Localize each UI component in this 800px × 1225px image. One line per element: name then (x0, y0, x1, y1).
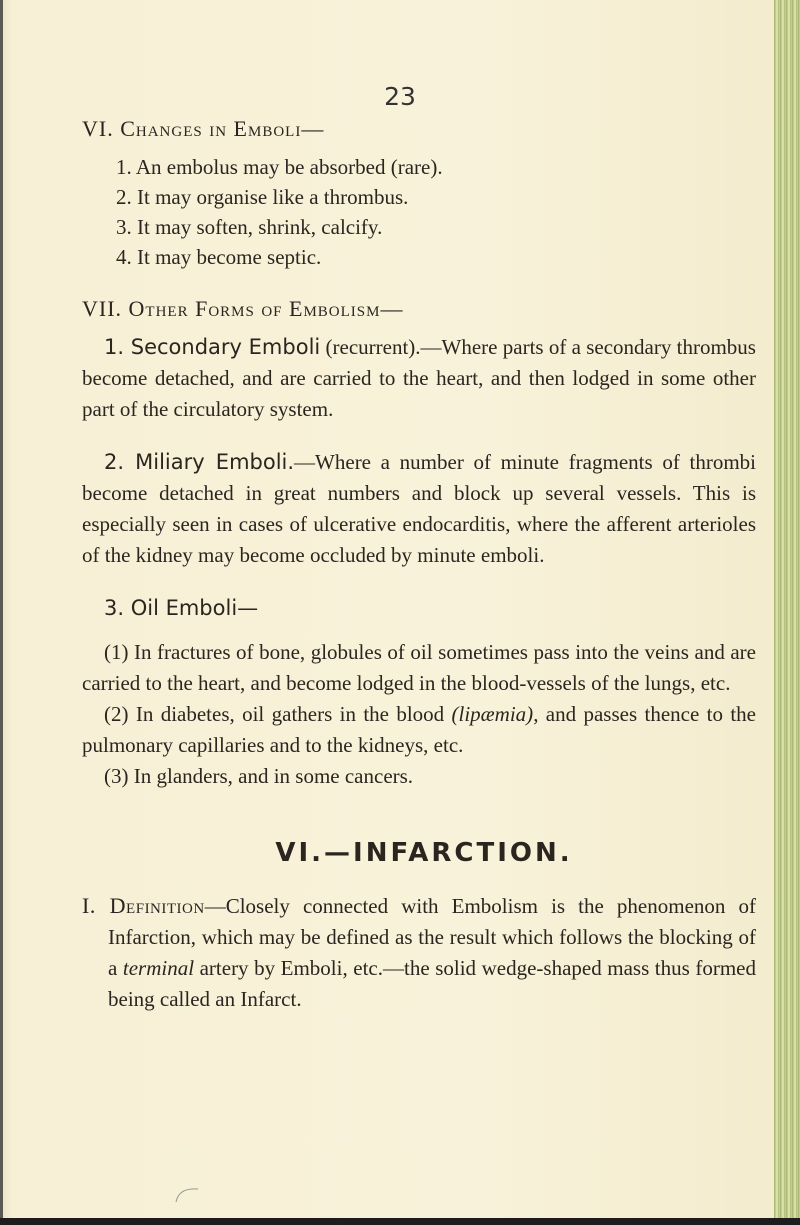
infarction-heading: VI.—INFARCTION. (275, 838, 573, 868)
terminal-term: terminal (122, 956, 195, 980)
page-number: 23 (384, 82, 416, 111)
page-content (82, 114, 756, 1015)
secondary-emboli-paragraph (82, 332, 756, 425)
definition-text-rest: artery by Emboli, etc.—the solid wedge-shaped mass thus formed being called an Infarct. (108, 956, 756, 1011)
oil-emboli-point-2-rest: , and passes thence to the pulmonary capillaries and to the kidneys, etc. (82, 702, 756, 757)
secondary-emboli-title: 1. Secondary Emboli (104, 335, 321, 359)
page-right-edge (774, 0, 800, 1225)
secondary-emboli-body: (recurrent).—Where parts of a secondary thrombus become detached, and are carried to the heart, and then lodged in some other part of the circulatory system. (82, 335, 756, 421)
miliary-emboli-paragraph (82, 447, 756, 571)
list-item: 4. It may become septic. (116, 245, 322, 269)
stray-ink-mark (172, 1184, 212, 1204)
oil-emboli-title-line (82, 593, 756, 624)
oil-emboli-point-2 (82, 699, 756, 761)
oil-emboli-point-3: (3) In glanders, and in some cancers. (104, 764, 414, 788)
oil-emboli-point-2-text: (2) In diabetes, oil gathers in the blood (104, 702, 452, 726)
definition-text: —Closely connected with Embolism is the phenomenon of Infarction, which may be defined as the result which follows the blocking of a (108, 894, 756, 980)
miliary-emboli-title: 2. Miliary Emboli. (104, 450, 295, 474)
miliary-emboli-body: —Where a number of minute fragments of thrombi become detached in great numbers and block up several vessels. This is especially seen in cases of ulcerative endocarditis, where the afferent arterioles of the kidney may become occluded by minute emboli. (82, 450, 756, 567)
oil-emboli-point-1: (1) In fractures of bone, globules of oil sometimes pass into the veins and are carried to the heart, and become lodged in the blood-vessels of the lungs, etc. (82, 640, 756, 695)
lipaemia-term: (lipæmia) (451, 702, 534, 726)
page-left-edge (0, 0, 3, 1225)
section-vii-heading: VII. Other Forms of Embolism— (82, 296, 404, 321)
page-bottom-edge (0, 1218, 800, 1225)
definition-paragraph (82, 890, 756, 1015)
oil-emboli-title: 3. Oil Emboli— (104, 596, 259, 620)
list-item: 2. It may organise like a thrombus. (116, 185, 409, 209)
definition-label: I. Definition (82, 893, 205, 918)
list-item: 3. It may soften, shrink, calcify. (116, 215, 383, 239)
section-vi-heading: VI. Changes in Emboli— (82, 116, 325, 141)
list-item: 1. An embolus may be absorbed (rare). (116, 155, 443, 179)
